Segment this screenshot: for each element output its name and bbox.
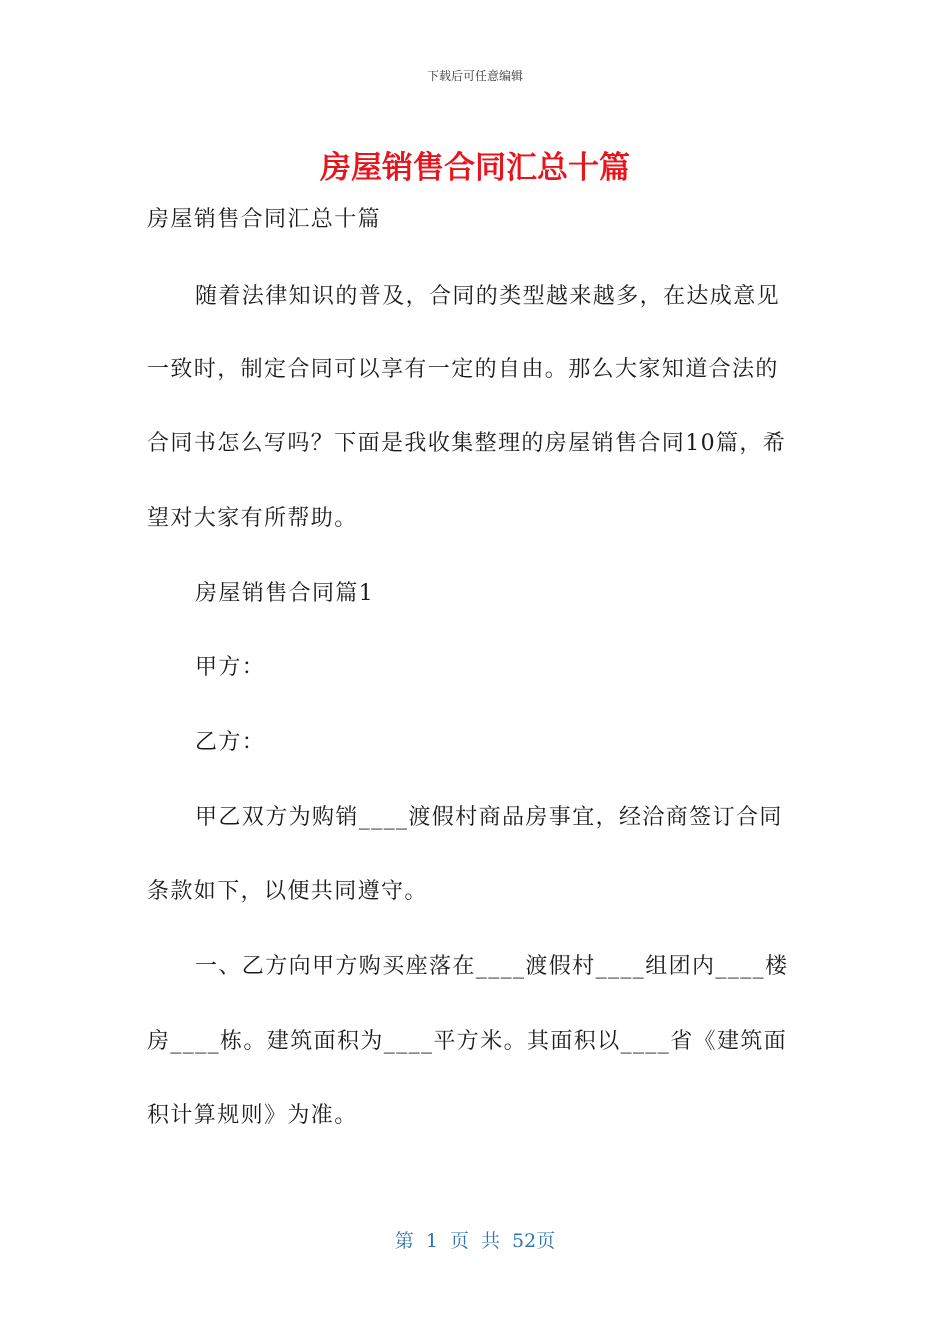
paragraph-line: 望对大家有所帮助。 xyxy=(147,506,358,531)
paragraph-line: 一致时，制定合同可以享有一定的自由。那么大家知道合法的 xyxy=(147,357,779,382)
paragraph-line: 随着法律知识的普及，合同的类型越来越多，在达成意见 xyxy=(195,284,781,309)
page-footer: 第 1 页 共 52页 xyxy=(394,1230,556,1252)
party-a-label: 甲方： xyxy=(195,655,266,680)
document-title: 房屋销售合同汇总十篇 xyxy=(320,150,630,186)
party-b-label: 乙方： xyxy=(195,730,266,755)
clause-line: 房____栋。建筑面积为____平方米。其面积以____省《建筑面 xyxy=(147,1029,788,1054)
clause-line: 一、乙方向甲方购买座落在____渡假村____组团内____楼 xyxy=(195,954,789,979)
paragraph-line: 条款如下，以便共同遵守。 xyxy=(147,879,428,904)
clause-line: 积计算规则》为准。 xyxy=(147,1103,358,1128)
section-heading: 房屋销售合同篇1 xyxy=(195,581,375,606)
paragraph-line: 甲乙双方为购销____渡假村商品房事宜，经洽商签订合同 xyxy=(195,805,783,830)
subtitle-line: 房屋销售合同汇总十篇 xyxy=(147,207,382,232)
header-note: 下载后可任意编辑 xyxy=(426,69,523,83)
paragraph-line: 合同书怎么写吗？下面是我收集整理的房屋销售合同10篇，希 xyxy=(147,431,787,456)
